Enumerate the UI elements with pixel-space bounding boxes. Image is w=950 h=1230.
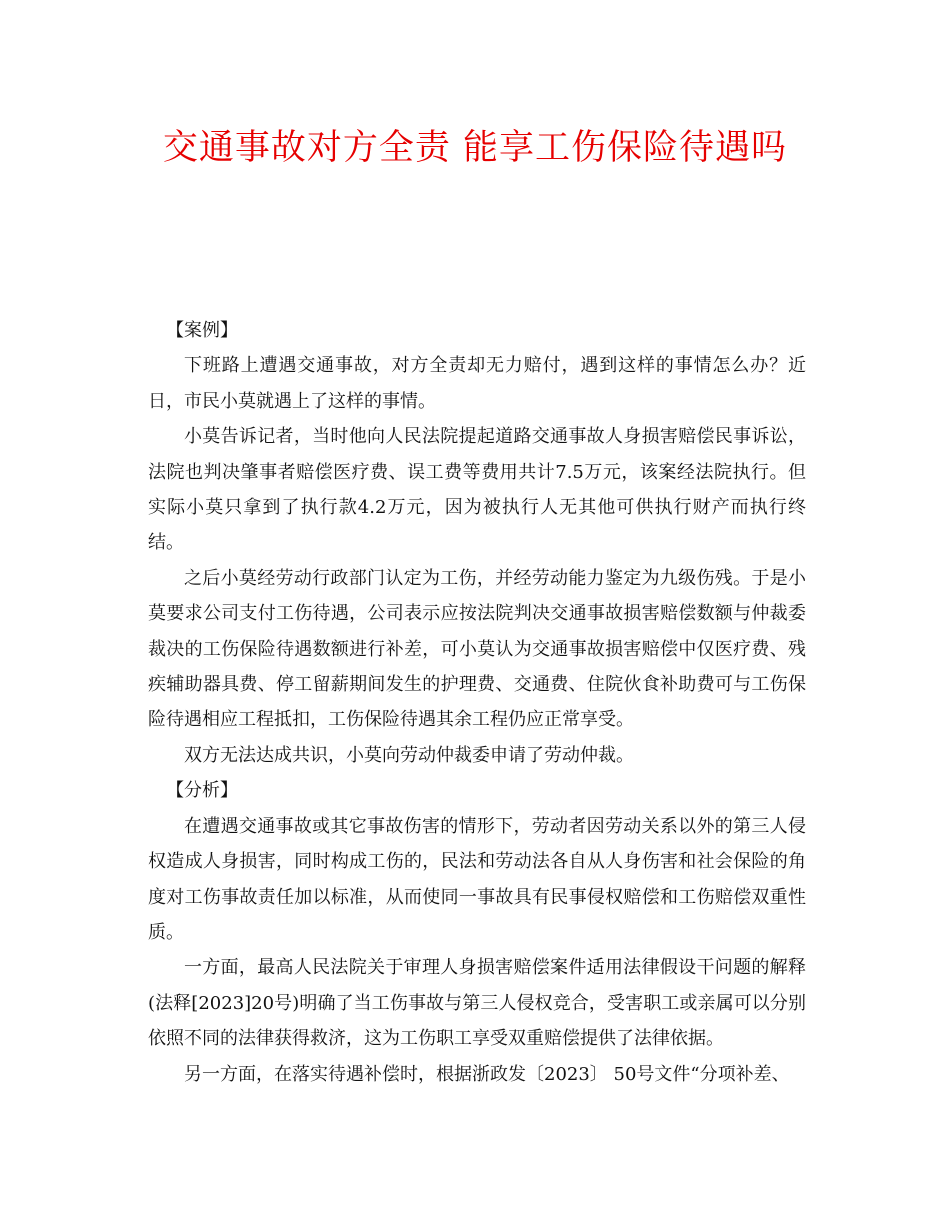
analysis-paragraph: 在遭遇交通事故或其它事故伤害的情形下，劳动者因劳动关系以外的第三人侵权造成人身损害，同时构成工伤的，民法和劳动法各自从人身伤害和社会保险的角度对工伤事故责任加以标准，从而使同一事故具有民事侵权赔偿和工伤赔偿双重性质。 xyxy=(148,815,806,943)
document-title: 交通事故对方全责 能享工伤保险待遇吗 xyxy=(162,128,788,168)
analysis-paragraph: 一方面，最高人民法院关于审理人身损害赔偿案件适用法律假设干问题的解释(法释[2023]20号)明确了当工伤事故与第三人侵权竞合，受害职工或亲属可以分别依照不同的法律获得救济，这为工伤职工享受双重赔偿提供了法律依据。 xyxy=(148,957,806,1050)
case-paragraph: 之后小莫经劳动行政部门认定为工伤，并经劳动能力鉴定为九级伤残。于是小莫要求公司支付工伤待遇，公司表示应按法院判决交通事故损害赔偿数额与仲裁委裁决的工伤保险待遇数额进行补差，可小莫认为交通事故损害赔偿中仅医疗费、残疾辅助器具费、停工留薪期间发生的护理费、交通费、住院伙食补助费可与工伤保险待遇相应工程抵扣，工伤保险待遇其余工程仍应正常享受。 xyxy=(148,567,806,731)
section-heading-analysis: 【分析】 xyxy=(166,780,238,802)
case-paragraph: 双方无法达成共识，小莫向劳动仲裁委申请了劳动仲裁。 xyxy=(184,744,634,766)
analysis-paragraph: 另一方面，在落实待遇补偿时，根据浙政发〔2023〕 50号文件“分项补差、 xyxy=(184,1063,790,1085)
case-paragraph: 小莫告诉记者，当时他向人民法院提起道路交通事故人身损害赔偿民事诉讼，法院也判决肇事者赔偿医疗费、误工费等费用共计7.5万元，该案经法院执行。但实际小莫只拿到了执行款4.2万元，因为被执行人无其他可供执行财产而执行终结。 xyxy=(148,426,806,554)
document-body xyxy=(148,313,806,1092)
section-heading-case: 【案例】 xyxy=(166,320,238,341)
case-paragraph: 下班路上遭遇交通事故，对方全责却无力赔付，遇到这样的事情怎么办？近日，市民小莫就遇上了这样的事情。 xyxy=(148,355,806,412)
